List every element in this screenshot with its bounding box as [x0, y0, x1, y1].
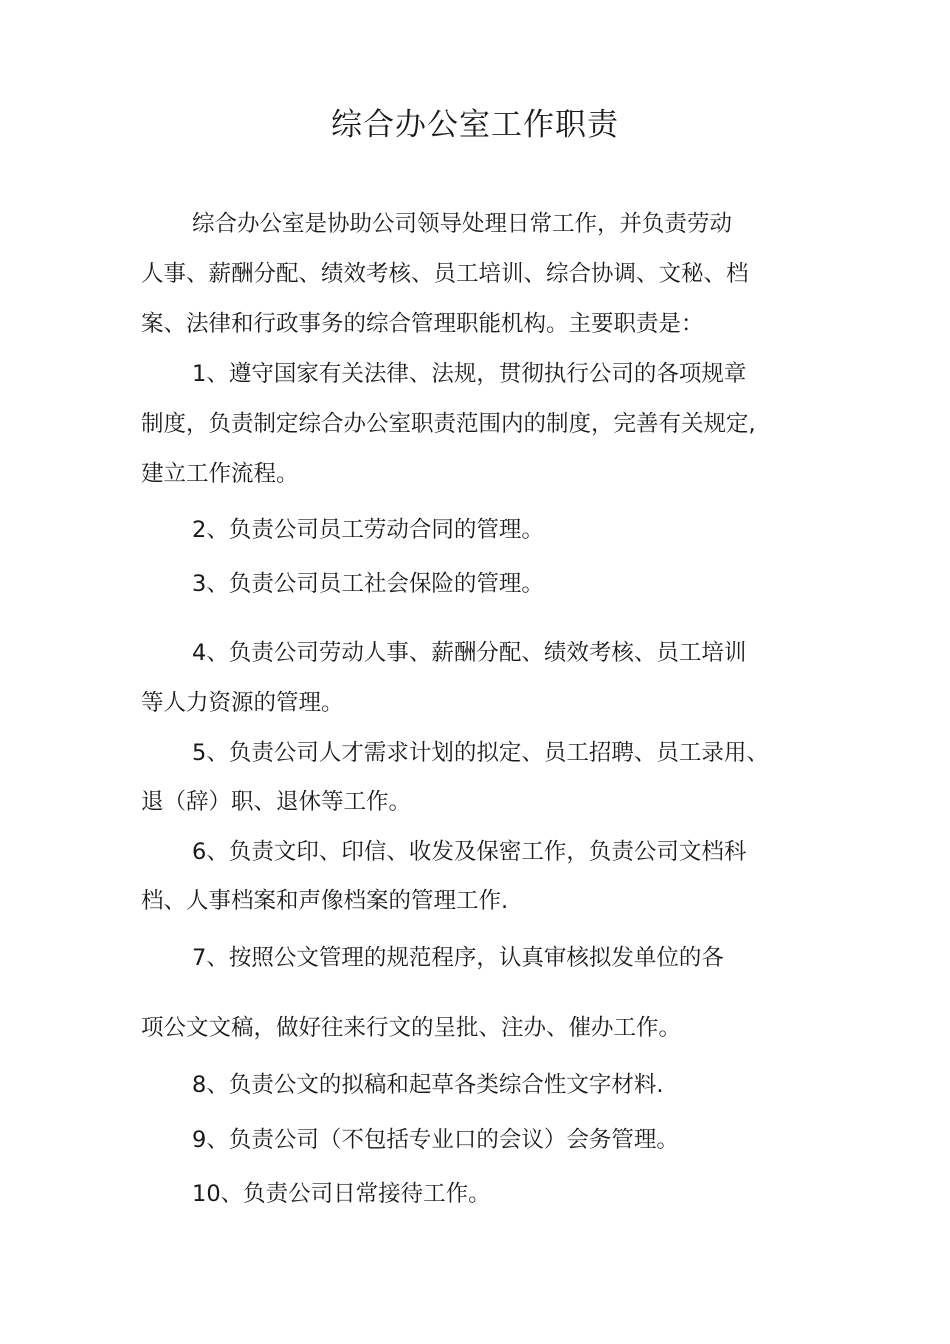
duty-3: 3、负责公司员工社会保险的管理。	[192, 571, 544, 597]
duty-4-line-2: 等人力资源的管理。	[141, 690, 344, 716]
duty-4-line-1: 4、负责公司劳动人事、薪酬分配、绩效考核、员工培训	[192, 640, 747, 666]
duty-9: 9、负责公司（不包括专业口的会议）会务管理。	[192, 1127, 679, 1153]
duty-10: 10、负责公司日常接待工作。	[192, 1181, 491, 1207]
duty-1-line-2: 制度，负责制定综合办公室职责范围内的制度，完善有关规定,	[141, 411, 756, 437]
duty-5-line-1: 5、负责公司人才需求计划的拟定、员工招聘、员工录用、	[192, 740, 769, 766]
duty-1-line-3: 建立工作流程。	[141, 461, 299, 487]
intro-line-2: 人事、薪酬分配、绩效考核、员工培训、综合协调、文秘、档	[141, 261, 749, 287]
duty-1-line-1: 1、遵守国家有关法律、法规，贯彻执行公司的各项规章	[192, 361, 747, 387]
duty-7-line-2: 项公文文稿，做好往来行文的呈批、注办、催办工作。	[141, 1015, 682, 1041]
document-title: 综合办公室工作职责	[331, 107, 619, 143]
duty-7-line-1: 7、按照公文管理的规范程序，认真审核拟发单位的各	[192, 945, 724, 971]
intro-line-3: 案、法律和行政事务的综合管理职能机构。主要职责是：	[141, 311, 704, 337]
duty-6-line-1: 6、负责文印、印信、收发及保密工作，负责公司文档科	[192, 839, 747, 865]
duty-5-line-2: 退（辞）职、退休等工作。	[141, 789, 412, 815]
intro-line-1: 综合办公室是协助公司领导处理日常工作，并负责劳动	[192, 211, 733, 237]
duty-6-line-2: 档、人事档案和声像档案的管理工作.	[141, 888, 509, 914]
duty-2: 2、负责公司员工劳动合同的管理。	[192, 517, 544, 543]
duty-8: 8、负责公文的拟稿和起草各类综合性文字材料.	[192, 1072, 664, 1098]
